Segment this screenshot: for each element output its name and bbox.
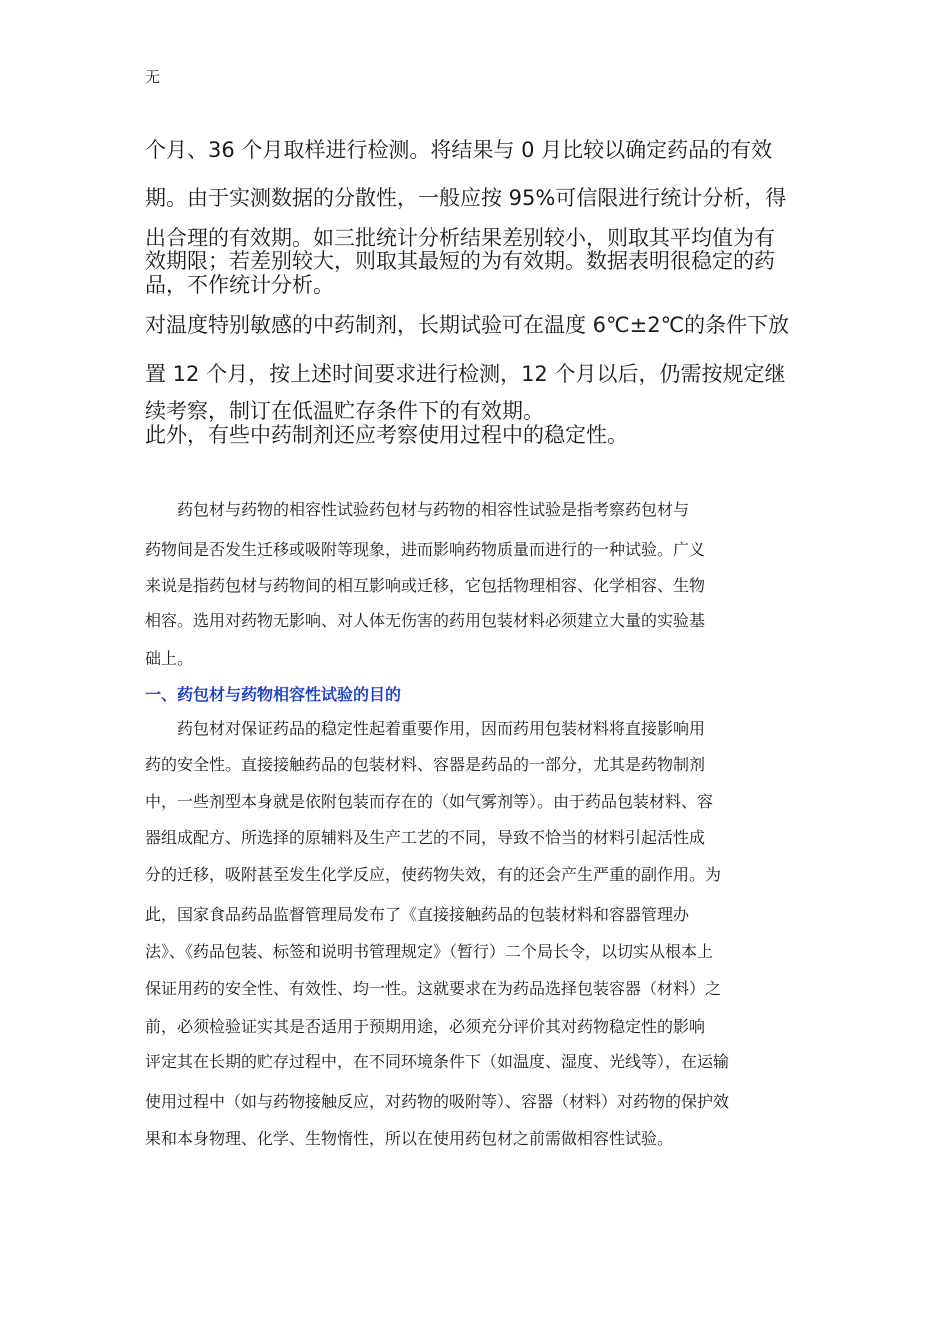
paragraph-line: 分的迁移，吸附甚至发生化学反应，使药物失效，有的还会产生严重的副作用。为 (145, 865, 722, 884)
paragraph-line: 置 12 个月，按上述时间要求进行检测，12 个月以后，仍需按规定继 (145, 362, 786, 386)
paragraph-line: 前，必须检验证实其是否适用于预期用途，必须充分评价其对药物稳定性的影响 (145, 1017, 706, 1036)
page-header: 无 (145, 68, 161, 86)
paragraph-line: 使用过程中（如与药物接触反应，对药物的吸附等）、容器（材料）对药物的保护效 (145, 1092, 730, 1111)
paragraph-line: 器组成配方、所选择的原辅料及生产工艺的不同，导致不恰当的材料引起活性成 (145, 828, 706, 847)
paragraph-line: 此，国家食品药品监督管理局发布了《直接接触药品的包装材料和容器管理办 (145, 905, 690, 924)
paragraph-line: 期。由于实测数据的分散性，一般应按 95%可信限进行统计分析，得 (145, 186, 787, 210)
paragraph-line: 药包材与药物的相容性试验药包材与药物的相容性试验是指考察药包材与 (145, 500, 690, 519)
paragraph-line: 法》、《药品包装、标签和说明书管理规定》（暂行）二个局长令，以切实从根本上 (145, 942, 714, 961)
paragraph-line: 个月、36 个月取样进行检测。将结果与 0 月比较以确定药品的有效 (145, 138, 773, 162)
paragraph-line: 药物间是否发生迁移或吸附等现象，进而影响药物质量而进行的一种试验。广义 (145, 540, 706, 559)
paragraph-line: 效期限；若差别较大，则取其最短的为有效期。数据表明很稳定的药 (145, 249, 775, 273)
paragraph-line: 出合理的有效期。如三批统计分析结果差别较小，则取其平均值为有 (145, 226, 775, 250)
paragraph-line: 药的安全性。直接接触药品的包装材料、容器是药品的一部分，尤其是药物制剂 (145, 755, 706, 774)
paragraph-line: 果和本身物理、化学、生物惰性，所以在使用药包材之前需做相容性试验。 (145, 1129, 674, 1148)
paragraph-line: 续考察，制订在低温贮存条件下的有效期。 (145, 399, 544, 423)
paragraph-line: 础上。 (145, 649, 194, 668)
paragraph-line: 品，不作统计分析。 (145, 273, 334, 297)
paragraph-line: 药包材对保证药品的稳定性起着重要作用，因而药用包装材料将直接影响用 (145, 719, 706, 738)
paragraph-line: 保证用药的安全性、有效性、均一性。这就要求在为药品选择包装容器（材料）之 (145, 979, 722, 998)
paragraph-line: 来说是指药包材与药物间的相互影响或迁移，它包括物理相容、化学相容、生物 (145, 576, 706, 595)
paragraph-line: 对温度特别敏感的中药制剂，长期试验可在温度 6℃±2℃的条件下放 (145, 313, 790, 337)
section-heading: 一、药包材与药物相容性试验的目的 (145, 685, 402, 704)
paragraph-line: 中，一些剂型本身就是依附包装而存在的（如气雾剂等）。由于药品包装材料、容 (145, 792, 714, 811)
paragraph-line: 评定其在长期的贮存过程中，在不同环境条件下（如温度、湿度、光线等），在运输 (145, 1052, 730, 1071)
paragraph-line: 相容。选用对药物无影响、对人体无伤害的药用包装材料必须建立大量的实验基 (145, 611, 706, 630)
paragraph-line: 此外，有些中药制剂还应考察使用过程中的稳定性。 (145, 423, 628, 447)
